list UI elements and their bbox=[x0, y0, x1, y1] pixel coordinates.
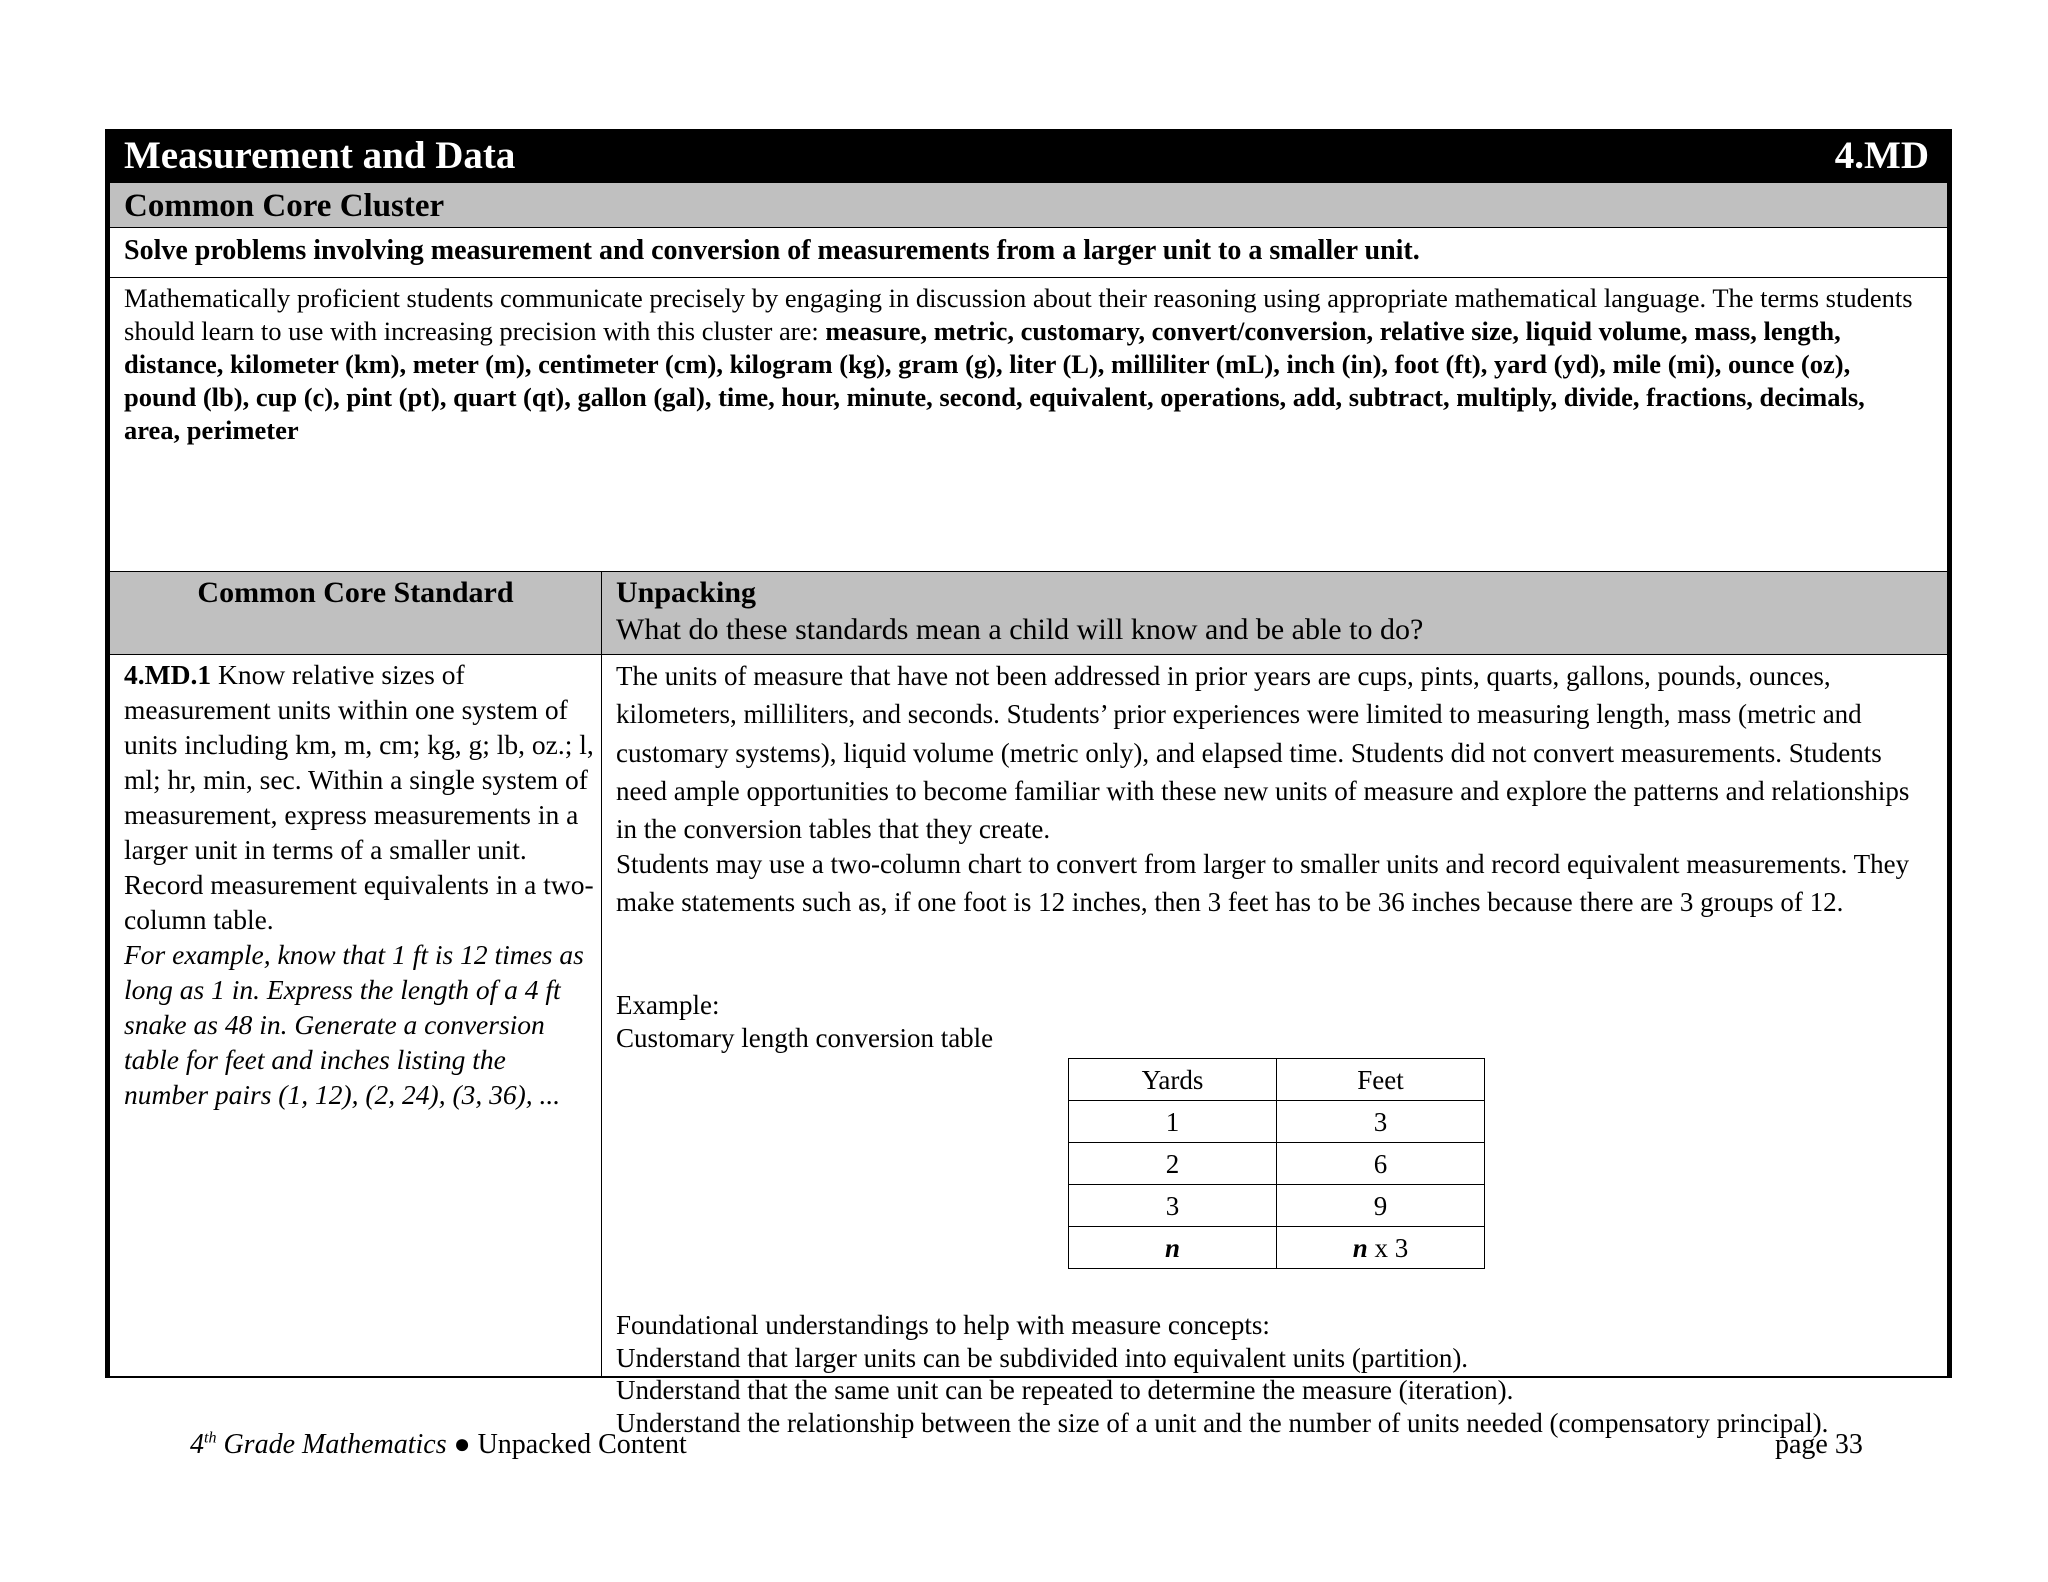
yards-cell: 3 bbox=[1069, 1185, 1277, 1227]
variable-n: n bbox=[1352, 1232, 1368, 1263]
feet-cell-expression bbox=[1277, 1227, 1485, 1269]
vocabulary-paragraph bbox=[124, 282, 1927, 447]
unpacking-header-label: Unpacking bbox=[616, 576, 757, 609]
vocabulary-intro: Mathematically proficient students communicate precisely by engaging in discussion about their reasoning using appropriate mathematical language. The terms students should learn to use with increasing precision with this cluster are: bbox=[124, 283, 1913, 346]
foundational-item: Understand the relationship between the size of a unit and the number of units needed (compensatory principal). bbox=[616, 1407, 1829, 1438]
table-row bbox=[1069, 1143, 1485, 1185]
cluster-description-row bbox=[110, 228, 1947, 278]
unpacking-cell bbox=[601, 655, 1947, 1438]
vocabulary-terms: measure, metric, customary, convert/conversion, relative size, liquid volume, mass, length, distance, kilometer (km), meter (m), centimeter (cm), kilogram (kg), gram (g), liter (L), milliliter (mL), inch (in), foot (ft), yard (yd), mile (mi), ounce (oz), pound (lb), cup (c), pint (pt), quart (qt), gallon (gal), time, hour, minute, second, equivalent, operations, add, subtract, multiply, divide, fractions, decimals, area, perimeter bbox=[124, 316, 1865, 445]
unpacking-column-header bbox=[601, 572, 1947, 654]
yards-header: Yards bbox=[1069, 1059, 1277, 1101]
standard-column-header bbox=[110, 572, 601, 654]
feet-header: Feet bbox=[1277, 1059, 1485, 1101]
footer-content: Unpacked Content bbox=[477, 1429, 687, 1460]
table-row-general bbox=[1069, 1227, 1485, 1269]
unpacking-paragraph-1: The units of measure that have not been addressed in prior years are cups, pints, quarts, gallons, pounds, ounces, kilometers, milliliters, and seconds. Students’ prior experiences were limited to measuring length, mass (metric and customary systems), liquid volume (metric only), and elapsed time. Students did not convert measurements. Students need ample opportunities to become familiar with these new units of measure and explore the patterns and relationships in the conversion tables that they create. bbox=[616, 661, 1910, 845]
foundational-item: Understand that the same unit can be repeated to determine the measure (iteration). bbox=[616, 1375, 1514, 1405]
grade-number: 4 bbox=[190, 1429, 204, 1460]
cluster-label: Common Core Cluster bbox=[124, 188, 445, 224]
page-number: page 33 bbox=[1775, 1429, 1863, 1460]
feet-cell: 9 bbox=[1277, 1185, 1485, 1227]
standard-header-label: Common Core Standard bbox=[197, 576, 514, 609]
standard-code: 4.MD.1 bbox=[124, 659, 212, 690]
standard-description: Know relative sizes of measurement units within one system of units including km, m, cm; kg, g; lb, oz.; l, ml; hr, min, sec. Within a single system of measurement, express measurements in a larger unit in terms of a smaller unit. Record measurement equivalents in a two-column table. bbox=[124, 659, 594, 935]
footer-subject: Grade Mathematics bbox=[216, 1429, 447, 1460]
expression-suffix: x 3 bbox=[1367, 1232, 1409, 1263]
table-row bbox=[1069, 1101, 1485, 1143]
cluster-description: Solve problems involving measurement and conversion of measurements from a larger unit to a smaller unit. bbox=[124, 235, 1420, 266]
conversion-table-header bbox=[1069, 1059, 1485, 1101]
footer-title bbox=[190, 1428, 687, 1462]
example-label: Example: bbox=[616, 990, 720, 1020]
foundational-item: Understand that larger units can be subdivided into equivalent units (partition). bbox=[616, 1342, 1469, 1373]
domain-title-bar bbox=[110, 129, 1947, 183]
cluster-heading bbox=[110, 183, 1947, 228]
variable-n: n bbox=[1164, 1232, 1181, 1263]
yards-cell: 2 bbox=[1069, 1143, 1277, 1185]
bullet-separator: ● bbox=[446, 1429, 478, 1460]
standard-text bbox=[124, 657, 594, 1112]
yards-cell: 1 bbox=[1069, 1101, 1277, 1143]
standard-row bbox=[110, 655, 1947, 1438]
grade-suffix: th bbox=[204, 1429, 217, 1447]
standard-example: For example, know that 1 ft is 12 times as long as 1 in. Express the length of a 4 ft snake as 48 in. Generate a conversion table for feet and inches listing the number pairs (1, 12), (2, 24), (3, 36), ... bbox=[124, 939, 584, 1110]
unpacking-subheader: What do these standards mean a child will know and be able to do? bbox=[616, 613, 1424, 646]
standards-table bbox=[105, 129, 1952, 1438]
foundational-understandings bbox=[616, 1309, 1935, 1439]
unpacking-paragraph-2: Students may use a two-column chart to convert from larger to smaller units and record equivalent measurements. They make statements such as, if one foot is 12 inches, then 3 feet has to be 36 inches because there are 3 groups of 12. bbox=[616, 849, 1910, 918]
table-row bbox=[1069, 1185, 1485, 1227]
column-header-row bbox=[110, 571, 1947, 655]
standard-cell bbox=[110, 655, 601, 1376]
example-caption: Customary length conversion table bbox=[616, 1023, 994, 1053]
feet-cell: 3 bbox=[1277, 1101, 1485, 1143]
yards-cell-variable bbox=[1069, 1227, 1277, 1269]
feet-cell: 6 bbox=[1277, 1143, 1485, 1185]
domain-code: 4.MD bbox=[1834, 134, 1929, 177]
foundational-intro: Foundational understandings to help with measure concepts: bbox=[616, 1310, 1270, 1340]
domain-title: Measurement and Data bbox=[124, 134, 516, 177]
conversion-table bbox=[1068, 1058, 1485, 1269]
vocabulary-row bbox=[110, 278, 1947, 571]
